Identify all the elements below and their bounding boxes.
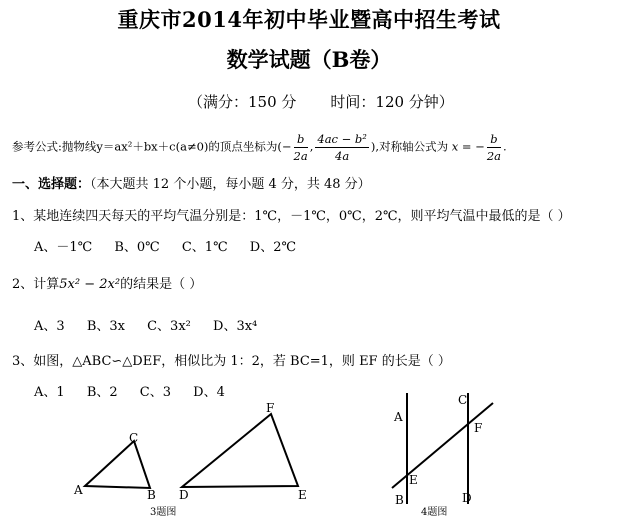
label-b: B (395, 493, 404, 507)
question-1-stem: 1、某地连续四天每天的平均气温分别是：1℃，－1℃，0℃，2℃，则平均气温中最低的是（ ） (12, 209, 571, 224)
question-3-stem: 3、如图，△ABC∽△DEF，相似比为 1：2，若 BC=1，则 EF 的长是（ ） (12, 354, 451, 369)
q2-option-b[interactable]: B、3x (86, 319, 125, 334)
triangle-def (182, 414, 298, 487)
q3-option-a[interactable]: A、1 (34, 385, 65, 400)
label-a: A (394, 410, 403, 424)
q1-option-c[interactable]: C、1℃ (181, 240, 228, 255)
figure-3-caption: 3题图 (150, 507, 177, 518)
q2-stem-prefix: 2、计算 (12, 277, 60, 292)
time-info: 时间：120 分钟） (330, 93, 454, 111)
reference-formula: 参考公式:抛物线y＝ax²＋bx＋c(a≠0)的顶点坐标为(− $\frac{b}{2a}$ , $\frac{\text{4ac − b²}}{4a}$ ),对称轴公式为 x = − $\frac{b}{2a}$ . (12, 132, 507, 163)
q2-expression: 5x² − 2x² (59, 277, 121, 292)
q2-option-c[interactable]: C、3x² (147, 319, 191, 334)
figure-q3 (60, 398, 330, 520)
exam-info (188, 91, 454, 112)
label-e: E (298, 488, 307, 502)
q2-stem-suffix: 的结果是（ ） (120, 277, 203, 292)
exam-subtitle: 数学试题（B卷） (226, 47, 392, 72)
q1-option-b[interactable]: B、0℃ (114, 240, 160, 255)
q1-option-d[interactable]: D、2℃ (249, 240, 297, 255)
q1-option-a[interactable]: A、－1℃ (34, 240, 93, 255)
label-a: A (74, 483, 83, 497)
label-f: F (266, 401, 275, 415)
q2-option-d[interactable]: D、3x⁴ (213, 319, 258, 334)
label-c: C (129, 431, 139, 445)
question-1-options (34, 236, 314, 255)
label-b: B (147, 488, 156, 502)
q2-option-a[interactable]: A、3 (34, 319, 65, 334)
label-d: D (462, 491, 472, 505)
label-e: E (409, 473, 418, 487)
question-2-options (34, 315, 275, 334)
vertex-x-fraction: $\frac{b}{2a}$ (293, 132, 308, 163)
figure-q4 (390, 388, 505, 522)
label-c: C (458, 393, 468, 407)
formula-prefix: 参考公式:抛物线y＝ax²＋bx＋c(a≠0)的顶点坐标为 (12, 139, 278, 154)
section-desc: （本大题共 12 个小题，每小题 4 分，共 48 分） (90, 177, 371, 192)
q3-option-b[interactable]: B、2 (86, 385, 118, 400)
score-info: （满分：150 分 (188, 93, 297, 111)
q3-option-d[interactable]: D、4 (193, 385, 225, 400)
axis-lhs: x = − (451, 139, 485, 154)
triangle-abc (85, 441, 150, 488)
q3-option-c[interactable]: C、3 (139, 385, 171, 400)
vertex-y-fraction: $\frac{\text{4ac − b²}}{4a}$ (317, 132, 367, 163)
section-heading (12, 173, 371, 192)
label-f: F (474, 421, 483, 435)
formula-middle: ,对称轴公式为 (375, 139, 449, 154)
question-2-stem (12, 273, 202, 292)
label-d: D (179, 488, 189, 502)
figure-4-caption: 4题图 (421, 507, 448, 518)
axis-fraction: $\frac{b}{2a}$ (486, 132, 501, 163)
exam-title: 重庆市2014年初中毕业暨高中招生考试 (117, 7, 501, 32)
section-label: 一、选择题： (12, 177, 91, 192)
